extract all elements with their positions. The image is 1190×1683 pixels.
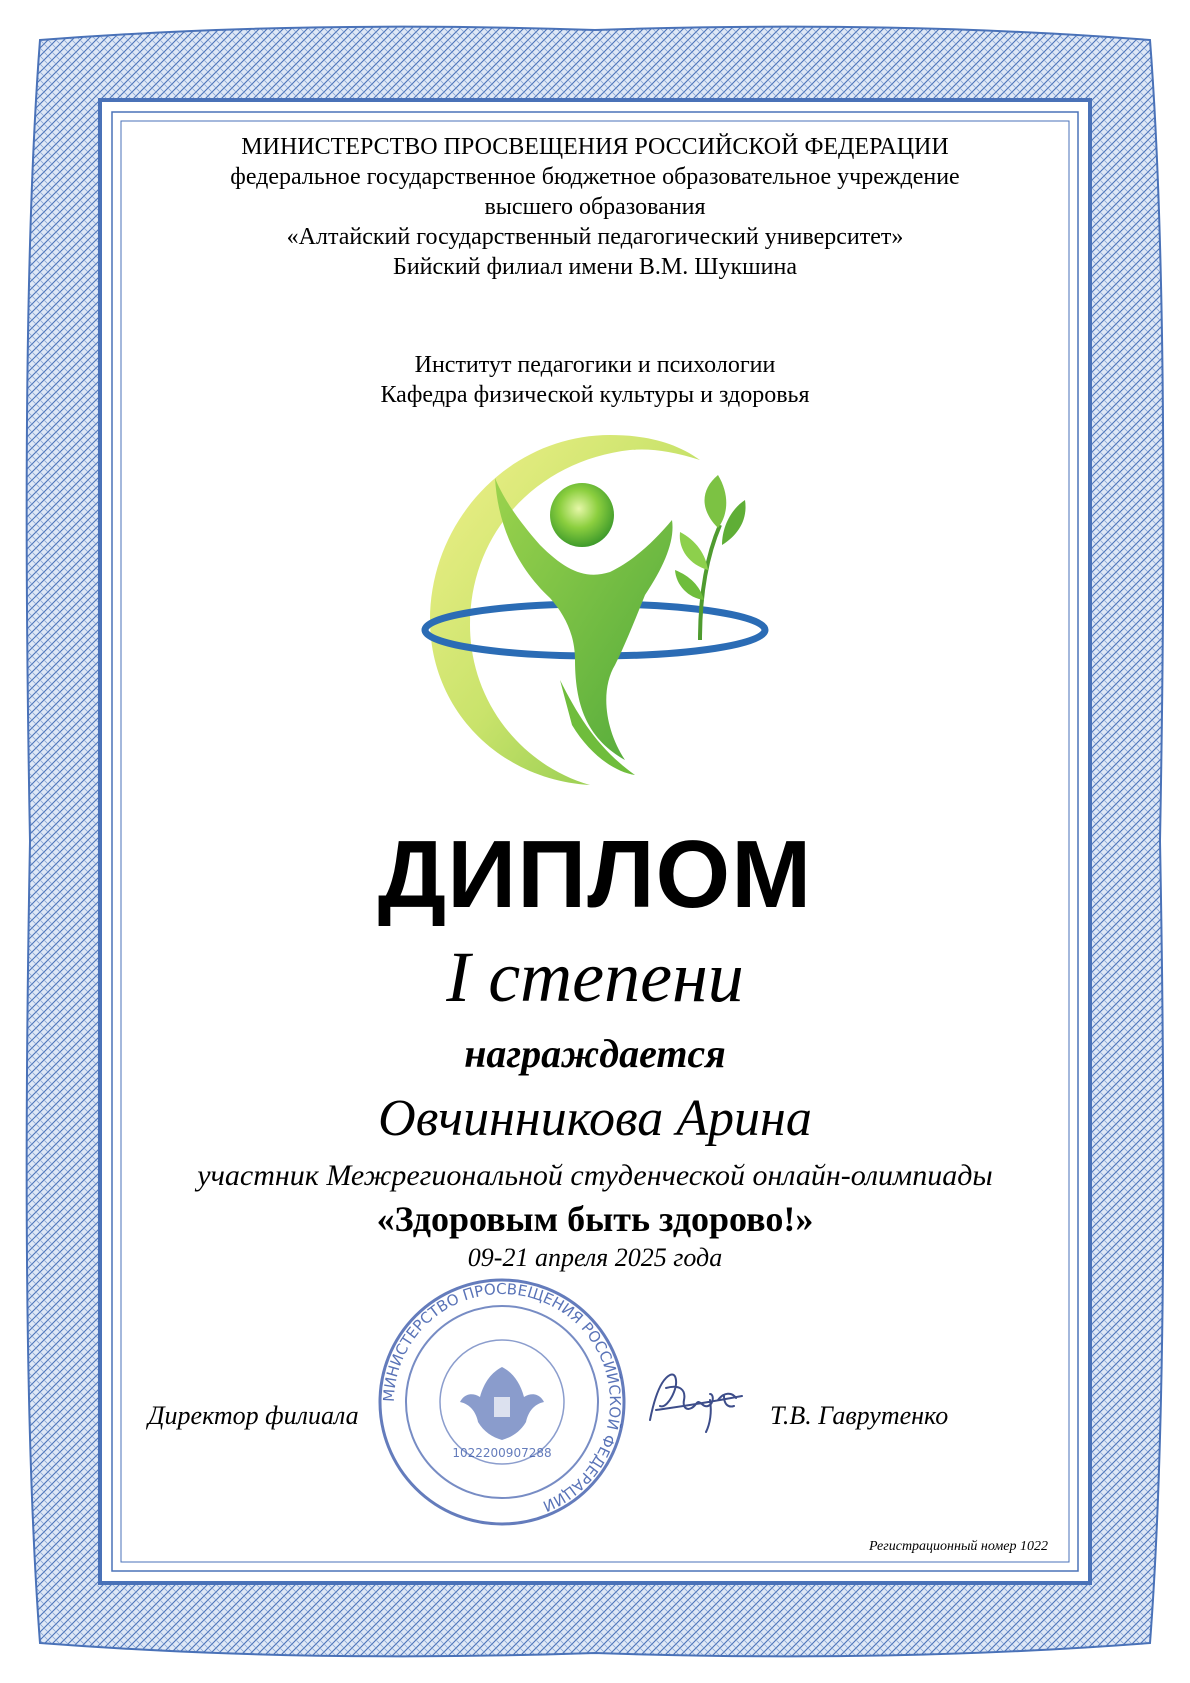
branch-name: Бийский филиал имени В.М. Шукшина	[393, 254, 797, 280]
official-seal-icon	[372, 1272, 632, 1532]
institute-name: Институт педагогики и психологии	[414, 352, 776, 378]
university-name: «Алтайский государственный педагогический университет»	[286, 224, 904, 250]
institution-type: федеральное государственное бюджетное образовательное учреждение	[230, 164, 960, 190]
diploma-title: ДИПЛОМ	[377, 821, 813, 928]
olympiad-dates: 09-21 апреля 2025 года	[467, 1243, 723, 1272]
participant-text: участник Межрегиональной студенческой онлайн-олимпиады	[197, 1159, 993, 1192]
education-level: высшего образования	[484, 194, 706, 220]
ministry-name: МИНИСТЕРСТВО ПРОСВЕЩЕНИЯ РОССИЙСКОЙ ФЕДЕРАЦИИ	[241, 134, 949, 160]
director-title: Директор филиала	[148, 1401, 359, 1430]
svg-text:1022200907288: 1022200907288	[452, 1446, 552, 1460]
svg-text:МИНИСТЕРСТВО ПРОСВЕЩЕНИЯ РОССИ: МИНИСТЕРСТВО ПРОСВЕЩЕНИЯ РОССИЙСКОЙ ФЕДЕРАЦИИ	[379, 1279, 625, 1516]
handwritten-signature-icon	[640, 1360, 750, 1440]
header-block	[130, 132, 1060, 282]
director-name: Т.В. Гаврутенко	[770, 1401, 949, 1430]
registration-number: Регистрационный номер 1022	[869, 1539, 1048, 1554]
diploma-degree: I степени	[446, 937, 744, 1017]
chair-name: Кафедра физической культуры и здоровья	[380, 382, 810, 408]
recipient-name: Овчинникова Арина	[378, 1090, 812, 1147]
olympiad-name: «Здоровым быть здорово!»	[376, 1199, 814, 1239]
department-block	[130, 350, 1060, 410]
awarded-label: награждается	[464, 1031, 726, 1076]
health-sport-logo-icon	[400, 420, 790, 820]
